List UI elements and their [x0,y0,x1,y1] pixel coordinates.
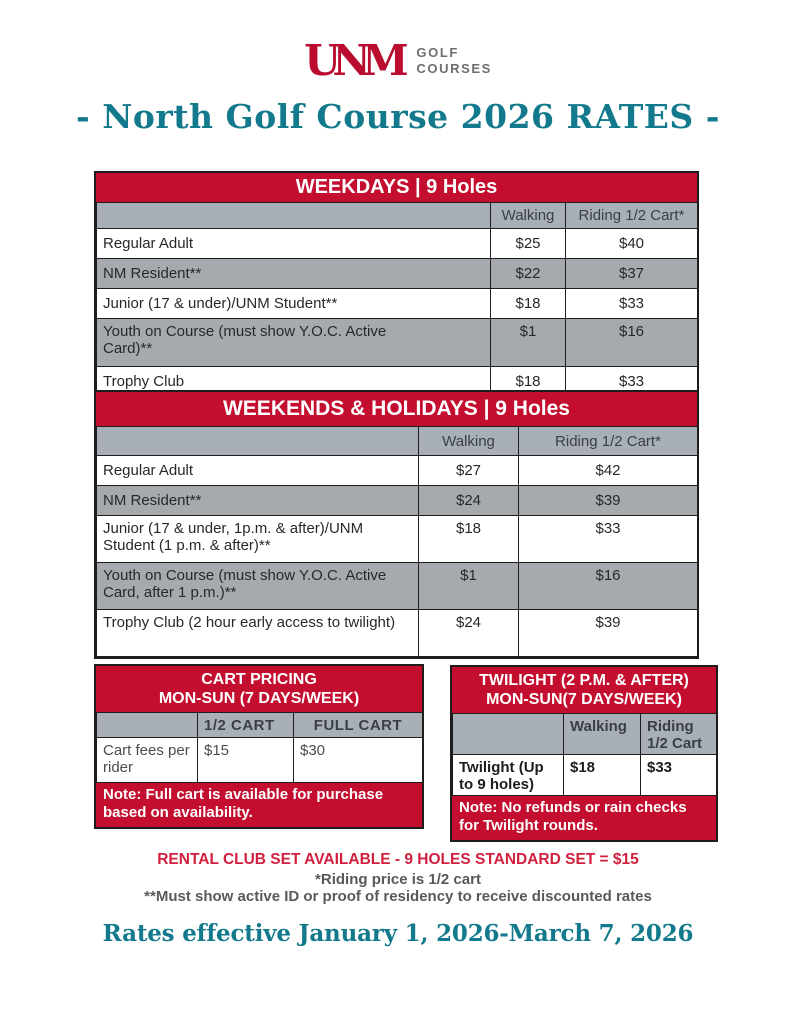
rate-category-cell: Trophy Club [97,367,491,397]
riding-price-cell: $33 [566,289,698,319]
table-row [97,738,423,783]
walking-price-cell: $1 [419,563,519,610]
rate-category-cell: Youth on Course (must show Y.O.C. Active Card, after 1 p.m.)** [97,563,419,610]
full-cart-price-cell: $30 [294,738,423,783]
table-row [97,516,698,563]
rate-category-cell: NM Resident** [97,486,419,516]
rate-category-cell: Regular Adult [97,456,419,486]
half-cart-column-header: 1/2 CART [198,713,294,738]
weekends-column-header-row [97,427,698,456]
riding-price-cell: $16 [566,319,698,367]
cart-pricing-title-line2: MON-SUN (7 DAYS/WEEK) [158,690,360,707]
riding-column-header: Riding 1/2 Cart* [566,203,698,229]
walking-price-cell: $1 [491,319,566,367]
table-row [97,259,698,289]
empty-header-cell [97,203,491,229]
full-cart-column-header: FULL CART [294,713,423,738]
weekdays-table-title: WEEKDAYS | 9 Holes [96,173,697,202]
riding-price-cell: $37 [566,259,698,289]
twilight-label-cell: Twilight (Up to 9 holes) [453,755,564,796]
table-row [97,319,698,367]
walking-price-cell: $18 [491,289,566,319]
logo-wordmark [416,45,492,78]
effective-dates: Rates effective January 1, 2026-March 7, 2026 [102,920,694,947]
riding-price-cell: $40 [566,229,698,259]
twilight-column-header-row [453,714,717,755]
cart-pricing-title-line1: CART PRICING [201,671,317,688]
twilight-table [450,665,718,842]
walking-column-header: Walking [564,714,641,755]
riding-price-cell: $33 [566,367,698,397]
cart-column-header-row [97,713,423,738]
twilight-title-line2: MON-SUN(7 DAYS/WEEK) [486,691,682,708]
walking-price-cell: $18 [564,755,641,796]
cart-pricing-title [96,666,422,712]
riding-price-cell: $16 [519,563,698,610]
unm-golf-logo [0,36,796,85]
empty-header-cell [453,714,564,755]
table-row [97,456,698,486]
table-row [97,610,698,657]
table-row [97,563,698,610]
page-title: - North Golf Course 2026 RATES - [76,97,720,136]
rate-category-cell [97,319,491,367]
walking-price-cell: $27 [419,456,519,486]
riding-column-header: Riding 1/2 Cart [641,714,717,755]
cart-pricing-table [94,664,424,829]
walking-column-header: Walking [491,203,566,229]
walking-price-cell: $24 [419,610,519,657]
weekdays-column-header-row [97,203,698,229]
residency-footnote: **Must show active ID or proof of residency to receive discounted rates [144,888,652,905]
riding-price-cell: $39 [519,486,698,516]
weekends-holidays-table [94,390,699,659]
table-row [97,229,698,259]
walking-price-cell: $18 [419,516,519,563]
cart-fees-label-cell: Cart fees per rider [97,738,198,783]
rate-category-cell: Trophy Club (2 hour early access to twilight) [97,610,419,657]
unm-logo-icon: UNM [304,36,401,85]
rate-category-cell: NM Resident** [97,259,491,289]
logo-word-golf: GOLF [416,44,459,60]
rate-category-cell: Junior (17 & under, 1p.m. & after)/UNM Student (1 p.m. & after)** [97,516,419,563]
logo-word-courses: COURSES [416,61,492,76]
rate-category-cell: Junior (17 & under)/UNM Student** [97,289,491,319]
riding-price-cell: $39 [519,610,698,657]
rate-category-cell: Regular Adult [97,229,491,259]
weekdays-table [94,171,699,399]
empty-header-cell [97,427,419,456]
riding-price-cell: $33 [519,516,698,563]
riding-price-cell: $42 [519,456,698,486]
twilight-title-line1: TWILIGHT (2 P.M. & AFTER) [479,672,689,689]
table-row [453,755,717,796]
half-cart-price-cell: $15 [198,738,294,783]
weekends-table-title: WEEKENDS & HOLIDAYS | 9 Holes [96,392,697,426]
walking-price-cell: $22 [491,259,566,289]
empty-header-cell [97,713,198,738]
table-row [97,289,698,319]
walking-price-cell: $25 [491,229,566,259]
twilight-note: Note: No refunds or rain checks for Twilight rounds. [452,796,716,840]
table-row [97,486,698,516]
riding-price-footnote: *Riding price is 1/2 cart [315,871,481,888]
riding-price-cell: $33 [641,755,717,796]
walking-price-cell: $24 [419,486,519,516]
rental-club-footnote: RENTAL CLUB SET AVAILABLE - 9 HOLES STANDARD SET = $15 [157,851,639,868]
twilight-title [452,667,716,713]
walking-column-header: Walking [419,427,519,456]
riding-column-header: Riding 1/2 Cart* [519,427,698,456]
walking-price-cell: $18 [491,367,566,397]
cart-pricing-note: Note: Full cart is available for purchase based on availability. [96,783,422,827]
rate-category-text: Youth on Course (must show Y.O.C. Active Card)** [103,323,387,357]
